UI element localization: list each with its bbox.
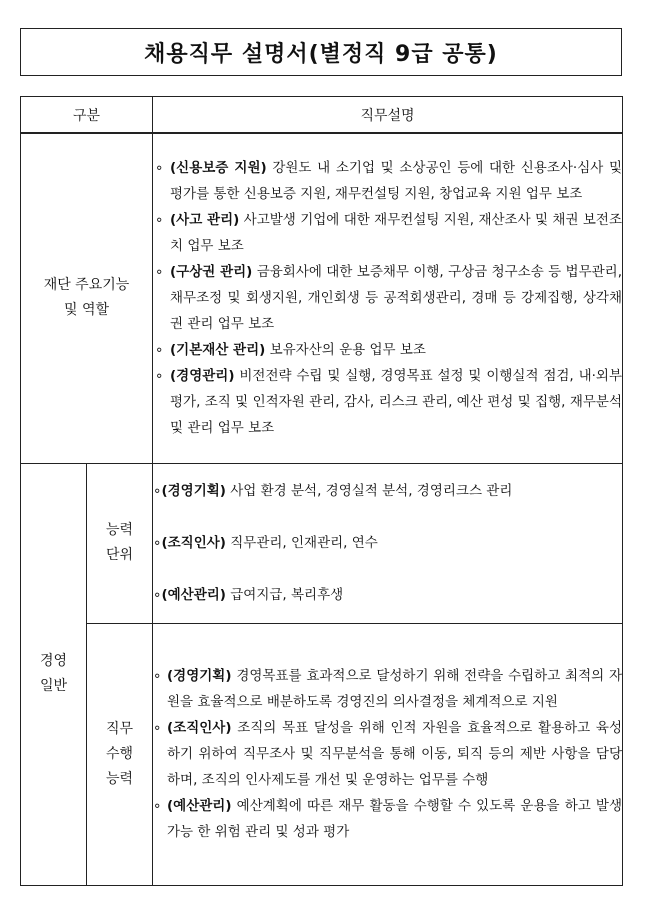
performance-content <box>153 623 623 885</box>
table-header-row <box>21 97 623 134</box>
foundation-content <box>153 133 623 463</box>
document-title: 채용직무 설명서(별정직 9급 공통) <box>144 41 498 67</box>
list-item: ∘ (사고 관리) 사고발생 기업에 대한 재무컨설팅 지원, 재산조사 및 채권 보전조치 업무 보조 <box>155 212 622 255</box>
performance-label: 직무 수행 능력 <box>87 623 153 885</box>
list-item: ∘(예산관리) 급여지급, 복리후생 <box>153 587 344 603</box>
ability-row <box>21 463 623 623</box>
list-item: ∘ (기본재산 관리) 보유자산의 운용 업무 보조 <box>155 342 426 359</box>
foundation-row <box>21 133 623 463</box>
header-description: 직무설명 <box>153 97 623 134</box>
performance-row <box>21 623 623 885</box>
list-item: ∘(경영기획) 사업 환경 분석, 경영실적 분석, 경영리크스 관리 <box>153 483 513 499</box>
list-item: ∘ (신용보증 지원) 강원도 내 소기업 및 소상공인 등에 대한 신용조사·심사 및 평가를 통한 신용보증 지원, 재무컨설팅 지원, 창업교육 지원 업무 보조 <box>155 160 622 203</box>
list-item: ∘ (경영기획) 경영목표를 효과적으로 달성하기 위해 전략을 수립하고 최적의 자원을 효율적으로 배분하도록 경영진의 의사결정을 체계적으로 지원 <box>153 668 622 710</box>
job-description-table <box>20 96 623 886</box>
ability-unit-label: 능력 단위 <box>87 463 153 623</box>
list-item: ∘ (경영관리) 비전전략 수립 및 실행, 경영목표 설정 및 이행실적 점검, 내·외부 평가, 조직 및 인적자원 관리, 감사, 리스크 관리, 예산 편성 및 집행, 재무분석 및 관리 업무 보조 <box>155 368 622 437</box>
list-item: ∘ (조직인사) 조직의 목표 달성을 위해 인적 자원을 효율적으로 활용하고 육성하기 위하여 직무조사 및 직무분석을 통해 이동, 퇴직 등의 제반 사항을 담당하며, 조직의 인사제도를 개선 및 운영하는 업무를 수행 <box>153 720 622 788</box>
document-title-box <box>20 28 622 76</box>
list-item: ∘ (구상권 관리) 금융회사에 대한 보증채무 이행, 구상금 청구소송 등 법무관리, 채무조정 및 회생지원, 개인회생 등 공적회생관리, 경매 등 강제집행, 상각채권 관리 업무 보조 <box>155 264 623 333</box>
foundation-label: 재단 주요기능 및 역할 <box>21 133 153 463</box>
header-category: 구분 <box>21 97 153 134</box>
ability-unit-content <box>153 463 623 623</box>
list-item: ∘(조직인사) 직무관리, 인재관리, 연수 <box>153 535 378 551</box>
management-label: 경영 일반 <box>21 463 87 885</box>
list-item: ∘ (예산관리) 예산계획에 따른 재무 활동을 수행할 수 있도록 운용을 하고 발생가능 한 위험 관리 및 성과 평가 <box>153 798 622 840</box>
